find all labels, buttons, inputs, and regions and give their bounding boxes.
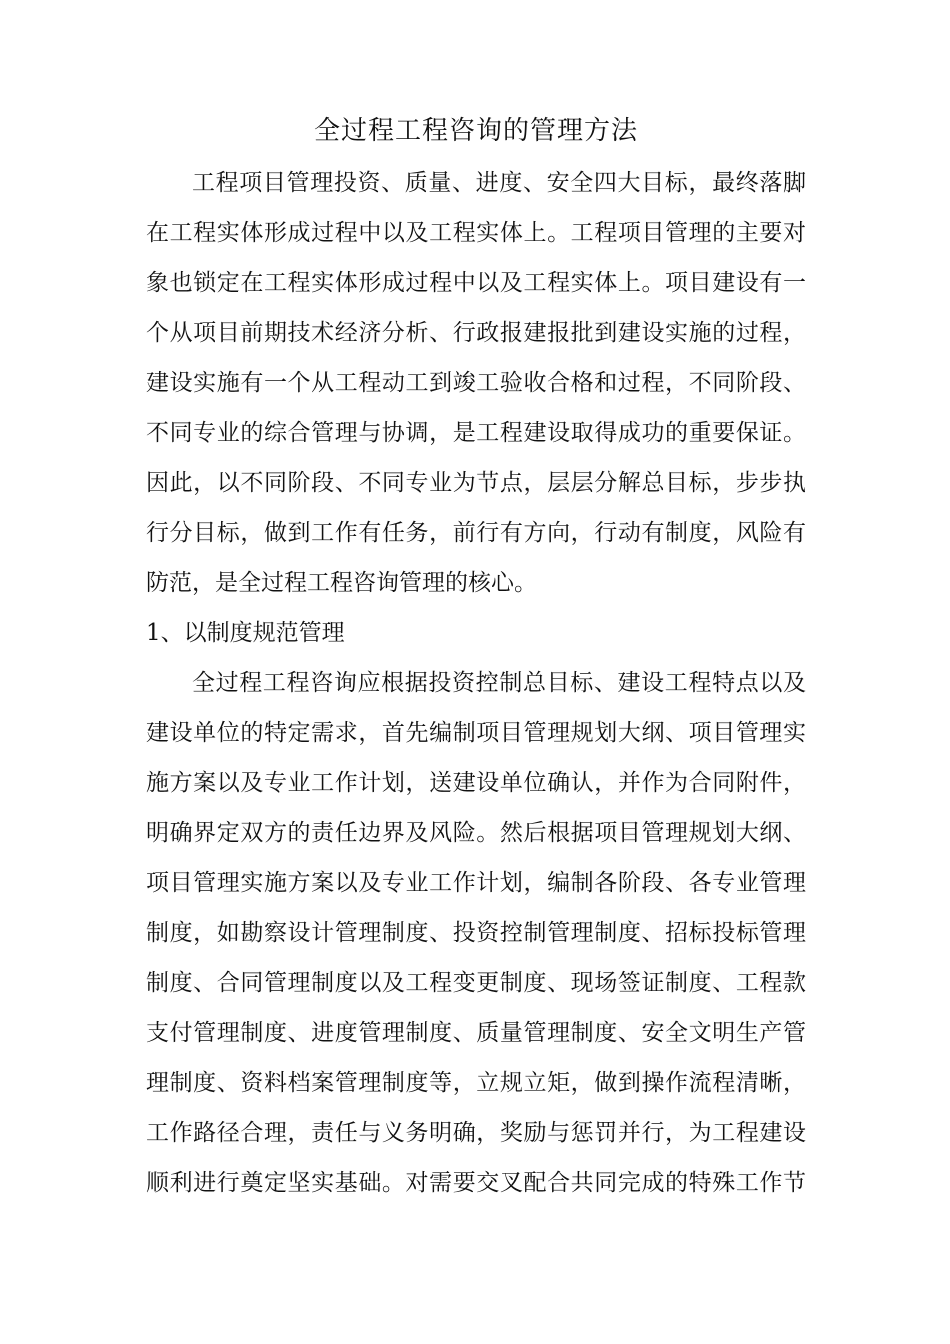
text-line: 在工程实体形成过程中以及工程实体上。工程项目管理的主要对 xyxy=(146,220,806,246)
document-title: 全过程工程咨询的管理方法 xyxy=(313,116,638,146)
text-line: 象也锁定在工程实体形成过程中以及工程实体上。项目建设有一 xyxy=(146,270,806,296)
text-line: 全过程工程咨询应根据投资控制总目标、建设工程特点以及 xyxy=(192,670,806,696)
document-content xyxy=(146,108,806,1208)
section-heading: 1、以制度规范管理 xyxy=(146,620,345,646)
text-line: 理制度、资料档案管理制度等，立规立矩，做到操作流程清晰， xyxy=(146,1070,806,1096)
text-line: 制度、合同管理制度以及工程变更制度、现场签证制度、工程款 xyxy=(146,970,806,996)
text-line: 项目管理实施方案以及专业工作计划，编制各阶段、各专业管理 xyxy=(146,870,806,896)
text-line: 不同专业的综合管理与协调，是工程建设取得成功的重要保证。 xyxy=(146,420,806,446)
paragraph-intro xyxy=(146,158,806,608)
text-line: 支付管理制度、进度管理制度、质量管理制度、安全文明生产管 xyxy=(146,1020,806,1046)
text-line: 行分目标，做到工作有任务，前行有方向，行动有制度，风险有 xyxy=(146,520,806,546)
text-line: 因此，以不同阶段、不同专业为节点，层层分解总目标，步步执 xyxy=(146,470,806,496)
text-line: 工程项目管理投资、质量、进度、安全四大目标，最终落脚 xyxy=(192,170,806,196)
text-line: 施方案以及专业工作计划，送建设单位确认，并作为合同附件， xyxy=(146,770,806,796)
text-line: 建设实施有一个从工程动工到竣工验收合格和过程，不同阶段、 xyxy=(146,370,806,396)
text-line: 明确界定双方的责任边界及风险。然后根据项目管理规划大纲、 xyxy=(146,820,806,846)
paragraph-section-1 xyxy=(146,658,806,1208)
text-line: 顺利进行奠定坚实基础。对需要交叉配合共同完成的特殊工作节 xyxy=(146,1170,806,1196)
text-line: 个从项目前期技术经济分析、行政报建报批到建设实施的过程， xyxy=(146,320,806,346)
text-line: 建设单位的特定需求，首先编制项目管理规划大纲、项目管理实 xyxy=(146,720,806,746)
text-line: 防范，是全过程工程咨询管理的核心。 xyxy=(146,570,537,596)
text-line: 制度，如勘察设计管理制度、投资控制管理制度、招标投标管理 xyxy=(146,920,806,946)
text-line: 工作路径合理，责任与义务明确，奖励与惩罚并行，为工程建设 xyxy=(146,1120,806,1146)
